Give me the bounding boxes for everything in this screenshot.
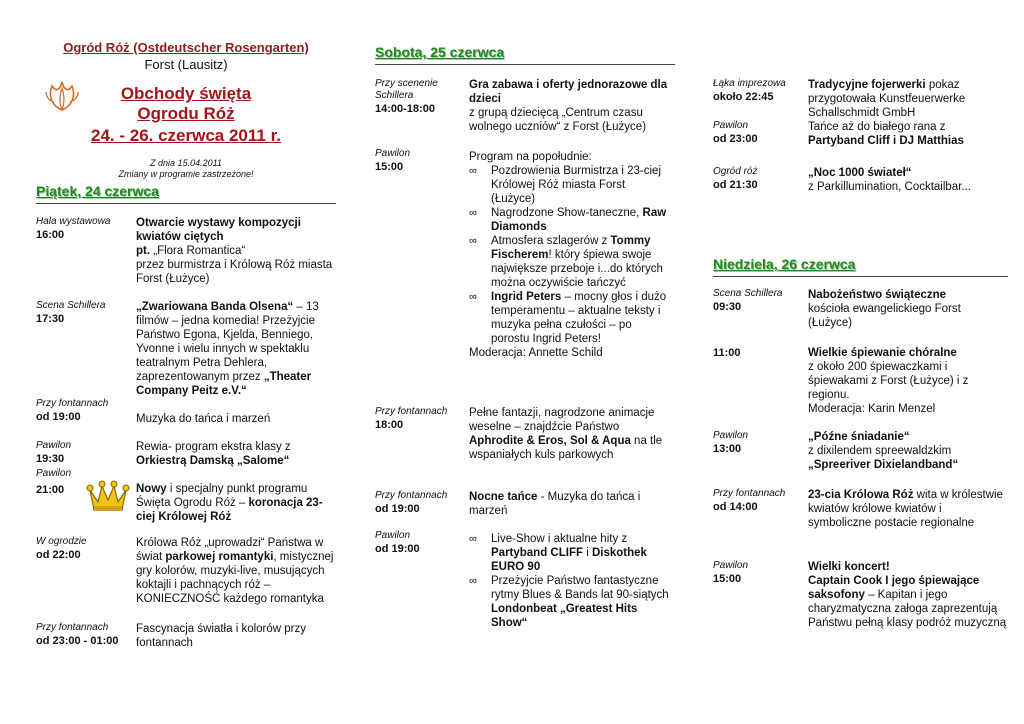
performer-name: Londonbeat „Greatest Hits Show“ bbox=[491, 603, 638, 629]
program-list bbox=[469, 532, 669, 630]
event-title: 23-cia Królowa Róż bbox=[808, 489, 914, 501]
event-revue bbox=[36, 440, 336, 466]
event-location: Pawilon bbox=[375, 530, 411, 541]
event-location: Pawilon bbox=[713, 430, 749, 441]
event-time: od 23:00 - 01:00 bbox=[36, 635, 119, 647]
performer-name: Tommy Fischerem bbox=[491, 235, 651, 261]
friday-heading: Piątek, 24 czerwca bbox=[36, 183, 159, 199]
event-fireworks bbox=[713, 78, 1008, 119]
event-text: - Muzyka do tańca i marzeń bbox=[469, 491, 641, 517]
list-item bbox=[469, 206, 669, 234]
event-kids-games bbox=[375, 78, 675, 133]
event-location: Przy fontannach bbox=[36, 622, 109, 633]
event-description: Fascynacja światła i kolorów przy fontannach bbox=[136, 623, 307, 649]
event-description bbox=[808, 166, 1008, 194]
event-location: Scena Schillera bbox=[713, 288, 783, 299]
exhibition-name: „Flora Romantica“ bbox=[153, 245, 246, 257]
list-item bbox=[469, 574, 669, 630]
event-coronation bbox=[36, 468, 336, 523]
divider bbox=[713, 276, 1008, 277]
list-item bbox=[469, 290, 669, 346]
event-time: 15:00 bbox=[713, 573, 742, 585]
event-location: Pawilon bbox=[36, 440, 72, 451]
event-time: około 22:45 bbox=[713, 91, 774, 103]
town-name: Forst (Lausitz) bbox=[144, 57, 228, 72]
event-description bbox=[808, 560, 1008, 630]
event-text: i specjalny punkt programu Święta Ogrodu Róż – bbox=[136, 483, 308, 509]
event-title: „Noc 1000 świateł“ bbox=[808, 167, 912, 179]
event-location: Przy fontannach bbox=[713, 488, 786, 499]
list-item-text: Pozdrowienia Burmistrza i 23-ciej Królowej Róż miasta Forst (Łużyce) bbox=[491, 165, 662, 205]
performer-name: „Spreeriver Dixielandband“ bbox=[808, 459, 959, 471]
event-title: Wielki koncert! bbox=[808, 561, 890, 573]
list-item bbox=[469, 532, 669, 574]
event-location: Hala wystawowa bbox=[36, 216, 111, 227]
festival-title-line1: Obchody święta bbox=[120, 84, 252, 103]
performer-name: Raw Diamonds bbox=[491, 207, 667, 233]
event-time: 13:00 bbox=[713, 443, 742, 455]
list-item-text: Nagrodzone Show-taneczne, bbox=[491, 207, 643, 219]
event-time: 16:00 bbox=[36, 229, 65, 241]
event-text: , mistycznej gry kolorów, muzyki-live, musujących koktajli i pachnących róż –KONIECZNOŚĆ każdego romantyka bbox=[136, 551, 334, 605]
event-exhibition bbox=[36, 216, 336, 285]
event-text: z Parkillumination, Cocktailbar... bbox=[808, 181, 971, 193]
event-highlight: parkowej romantyki bbox=[165, 551, 274, 563]
event-text: Pełne fantazji, nagrodzone animacje weselne – znajdźcie Państwo bbox=[469, 407, 655, 433]
bullet-icon: ∞ bbox=[469, 165, 477, 177]
performer-name: „Theater Company Peitz e.V.“ bbox=[136, 371, 312, 397]
event-afternoon-program bbox=[375, 148, 675, 359]
moderator: Moderacja: Karin Menzel bbox=[808, 403, 936, 415]
bullet-icon: ∞ bbox=[469, 533, 477, 545]
event-description bbox=[469, 150, 669, 360]
event-description: Muzyka do tańca i marzeń bbox=[136, 413, 271, 425]
event-location: Przy scenenie bbox=[375, 78, 438, 89]
event-location: Przy fontannach bbox=[375, 490, 448, 501]
event-text: przez burmistrza i Królową Róż miasta Forst (Łużyce) bbox=[136, 259, 333, 285]
garden-name: Ogród Róż (Ostdeutscher Rosengarten) bbox=[63, 40, 309, 55]
event-location: Scena Schillera bbox=[36, 300, 106, 311]
event-wedding-animations bbox=[375, 406, 675, 461]
event-text: – Kapitan i jego charyzmatyczna załoga zaprezentują Państwu pełną klasy podróż muzyczną bbox=[808, 589, 1007, 629]
event-time: od 22:00 bbox=[36, 549, 81, 561]
event-romance bbox=[36, 536, 336, 605]
divider bbox=[36, 203, 336, 204]
event-description bbox=[136, 216, 334, 286]
event-description bbox=[136, 536, 334, 606]
event-time: od 21:30 bbox=[713, 179, 758, 191]
event-time: od 19:00 bbox=[375, 503, 420, 515]
event-time: 14:00-18:00 bbox=[375, 103, 435, 115]
list-item-text: i bbox=[583, 547, 592, 559]
event-location: Pawilon bbox=[375, 148, 411, 159]
event-location: Łąka imprezowa bbox=[713, 78, 786, 89]
event-description bbox=[136, 300, 334, 398]
program-intro: Program na popołudnie: bbox=[469, 151, 592, 163]
event-description bbox=[136, 482, 334, 524]
column-friday bbox=[36, 0, 336, 649]
event-1000-lights bbox=[713, 166, 1008, 192]
event-text: Rewia- program ekstra klasy z bbox=[136, 441, 291, 453]
festival-dates: 24. - 26. czerwca 2011 r. bbox=[91, 126, 281, 145]
event-description bbox=[136, 440, 334, 468]
sunday-heading: Niedziela, 26 czerwca bbox=[713, 256, 856, 272]
event-title-prefix: pt. bbox=[136, 245, 154, 257]
list-item-text: – mocny głos i dużo temperamentu – aktualne teksty i muzyka pełna czułości – po porostu Ingrid Peters! bbox=[491, 291, 667, 345]
event-title: koronacja 23-ciej Królowej Róż bbox=[136, 497, 323, 523]
event-time: 17:30 bbox=[36, 313, 65, 325]
event-location: Pawilon bbox=[713, 560, 749, 571]
bullet-icon: ∞ bbox=[469, 575, 477, 587]
list-item-text: ! który śpiewa swoje największe przeboje i...do których można oczywiście tańczyć bbox=[491, 249, 663, 289]
event-night-dances bbox=[375, 490, 675, 516]
event-time: od 23:00 bbox=[713, 133, 758, 145]
event-description bbox=[808, 346, 1008, 416]
performer-name: Diskothek EURO 90 bbox=[491, 547, 647, 573]
event-dancing-till-dawn bbox=[713, 120, 1008, 146]
event-text: kościoła ewangelickiego Forst (Łużyce) bbox=[808, 303, 961, 329]
event-location: Pawilon bbox=[36, 468, 72, 479]
event-description bbox=[808, 430, 1008, 472]
event-title: Tradycyjne fojerwerki bbox=[808, 79, 926, 91]
list-item-text: Przeżyjcie Państwo fantastyczne rytmy Blues & Bands lat 90-siątych bbox=[491, 575, 669, 601]
event-time: od 14:00 bbox=[713, 501, 758, 513]
event-title: Gra zabawa i oferty jednorazowe dla dzieci bbox=[469, 79, 668, 105]
event-location: Przy fontannach bbox=[36, 398, 109, 409]
event-description bbox=[808, 78, 1008, 120]
event-time: 19:30 bbox=[36, 453, 65, 465]
event-text: Królowa Róż „uprowadzi“ Państwa w świat bbox=[136, 537, 324, 563]
event-title: Nabożeństwo świąteczne bbox=[808, 289, 947, 301]
rose-logo-icon bbox=[42, 76, 82, 116]
list-item-text: Atmosfera szlagerów z bbox=[491, 235, 611, 247]
event-title: „Zwariowana Banda Olsena“ bbox=[136, 301, 294, 313]
event-olsen bbox=[36, 300, 336, 397]
list-item-text: Live-Show i aktualne hity z bbox=[491, 533, 628, 545]
event-grand-concert bbox=[713, 560, 1008, 629]
bullet-icon: ∞ bbox=[469, 207, 477, 219]
event-description bbox=[469, 406, 669, 462]
program-list bbox=[469, 164, 669, 346]
performer-name: Ingrid Peters bbox=[491, 291, 562, 303]
event-title: Wielkie śpiewanie chóralne bbox=[808, 347, 957, 359]
event-location: Pawilon bbox=[713, 120, 749, 131]
performer-name: Aphrodite & Eros, Sol & Aqua bbox=[469, 435, 631, 447]
event-text: – 13 filmów – jedna komedia! Przeżyjcie Państwo Egona, Kjelda, Benniego, Yvonne i wielu innych w spektaklu teatralnym Petra Dehlera, zaprezentowanym przez bbox=[136, 301, 319, 383]
event-time: 21:00 bbox=[36, 484, 65, 496]
event-description bbox=[469, 490, 669, 518]
event-rose-queen bbox=[713, 488, 1008, 529]
event-text: z dixilendem spreewaldzkim bbox=[808, 445, 952, 457]
event-time: 18:00 bbox=[375, 419, 404, 431]
event-text: na tle wspaniałych kuls parkowych bbox=[469, 435, 663, 461]
event-location: Przy fontannach bbox=[375, 406, 448, 417]
event-description bbox=[808, 288, 1008, 330]
event-fountains-light bbox=[36, 622, 336, 648]
event-title: Nocne tańce bbox=[469, 491, 538, 503]
performer-name: Orkiestrą Damską „Salome“ bbox=[136, 455, 290, 467]
moderator: Moderacja: Annette Schild bbox=[469, 347, 603, 359]
performer-name: Partyband CLIFF bbox=[491, 547, 584, 559]
event-text: z około 200 śpiewaczkami i śpiewakami z Forst (Łużyce) i z regionu. bbox=[808, 361, 969, 401]
event-text: Tańce aż do białego rana z bbox=[808, 121, 946, 133]
bullet-icon: ∞ bbox=[469, 235, 477, 247]
event-title: „Późne śniadanie“ bbox=[808, 431, 910, 443]
event-time: od 19:00 bbox=[36, 411, 81, 423]
event-time: 09:30 bbox=[713, 301, 742, 313]
list-item bbox=[469, 234, 669, 290]
event-location: Ogród róż bbox=[713, 166, 758, 177]
event-choir bbox=[713, 346, 1008, 415]
event-brunch bbox=[713, 430, 1008, 471]
event-description bbox=[469, 78, 669, 134]
festival-title-line2: Ogrodu Róż bbox=[137, 104, 235, 123]
event-text: z grupą dziecięcą „Centrum czasu wolnego uczniów“ z Forst (Łużyce) bbox=[469, 107, 647, 133]
event-description bbox=[808, 120, 1008, 148]
list-item bbox=[469, 164, 669, 206]
crown-icon bbox=[86, 478, 130, 514]
event-new-label: Nowy bbox=[136, 483, 167, 495]
event-location-line2: Schillera bbox=[375, 90, 414, 101]
event-description bbox=[469, 532, 669, 630]
event-text: pokaz przygotowała Kunstfeuerwerke Schallschmidt GmbH bbox=[808, 79, 966, 119]
event-text: wita w królestwie kwiatów królowe kwiatów i symboliczne postacie regionalne bbox=[808, 489, 1003, 529]
saturday-heading: Sobota, 25 czerwca bbox=[375, 44, 505, 60]
bullet-icon: ∞ bbox=[469, 291, 477, 303]
revision-note bbox=[36, 158, 336, 180]
event-church-service bbox=[713, 288, 1008, 329]
changes-reserved: Zmiany w programie zastrzeżone! bbox=[118, 169, 254, 179]
performer-name: Captain Cook I jego śpiewające saksofony bbox=[808, 575, 980, 601]
event-time: 15:00 bbox=[375, 161, 404, 173]
event-title: Otwarcie wystawy kompozycji kwiatów ciętych bbox=[136, 217, 301, 243]
event-description bbox=[808, 488, 1008, 530]
event-time: 11:00 bbox=[713, 347, 741, 359]
divider bbox=[375, 64, 675, 65]
event-time: od 19:00 bbox=[375, 543, 420, 555]
event-location: W ogrodzie bbox=[36, 536, 87, 547]
event-dance-music bbox=[36, 398, 336, 424]
performer-name: Partyband Cliff i DJ Matthias bbox=[808, 135, 964, 147]
revision-date: Z dnia 15.04.2011 bbox=[150, 158, 222, 168]
event-live-show bbox=[375, 530, 675, 629]
